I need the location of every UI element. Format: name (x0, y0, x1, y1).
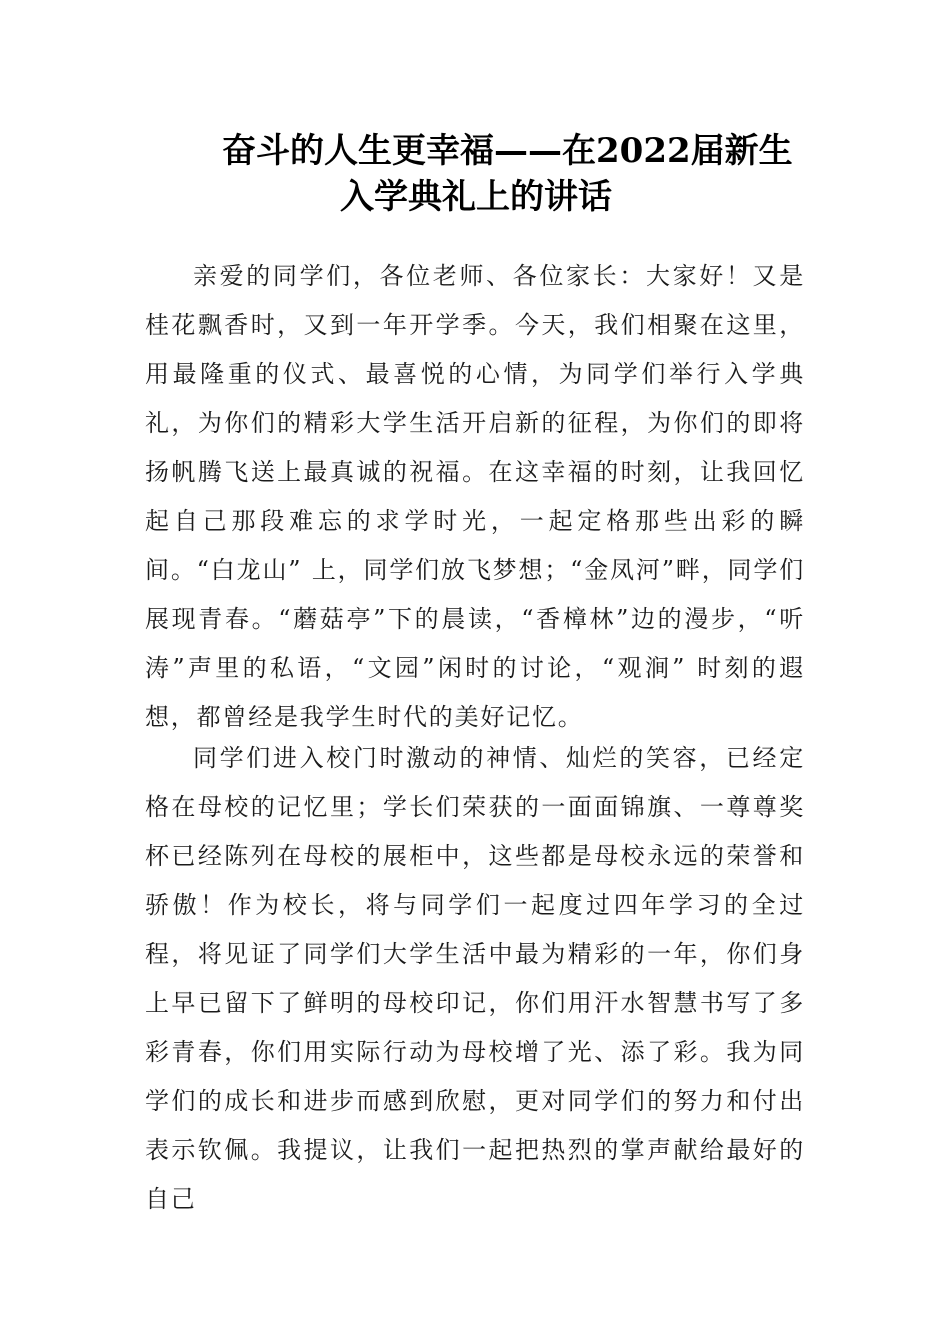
paragraph-1: 亲爱的同学们，各位老师、各位家长：大家好！又是桂花飘香时，又到一年开学季。今天，我们相聚在这里，用最隆重的仪式、最喜悦的心情，为同学们举行入学典礼，为你们的精彩大学生活开启新的征程，为你们的即将扬帆腾飞送上最真诚的祝福。在这幸福的时刻，让我回忆起自己那段难忘的求学时光，一起定格那些出彩的瞬间。“白龙山” 上，同学们放飞梦想；“金凤河”畔，同学们展现青春。“蘑菇亭”下的晨读，“香樟林”边的漫步，“听涛”声里的私语，“文园”闲时的讨论，“观涧” 时刻的遐想，都曾经是我学生时代的美好记忆。 (145, 262, 805, 731)
paragraph-2: 同学们进入校门时激动的神情、灿烂的笑容，已经定格在母校的记忆里；学长们荣获的一面面锦旗、一尊尊奖杯已经陈列在母校的展柜中，这些都是母校永远的荣誉和骄傲！作为校长，将与同学们一起度过四年学习的全过程，将见证了同学们大学生活中最为精彩的一年，你们身上早已留下了鲜明的母校印记，你们用汗水智慧书写了多彩青春，你们用实际行动为母校增了光、添了彩。我为同学们的成长和进步而感到欣慰，更对同学们的努力和付出表示钦佩。我提议，让我们一起把热烈的掌声献给最好的自己 (145, 744, 805, 1213)
title-line-1: 奋斗的人生更幸福——在2022届新生 (222, 131, 793, 171)
title-line-2: 入学典礼上的讲话 (340, 177, 612, 217)
